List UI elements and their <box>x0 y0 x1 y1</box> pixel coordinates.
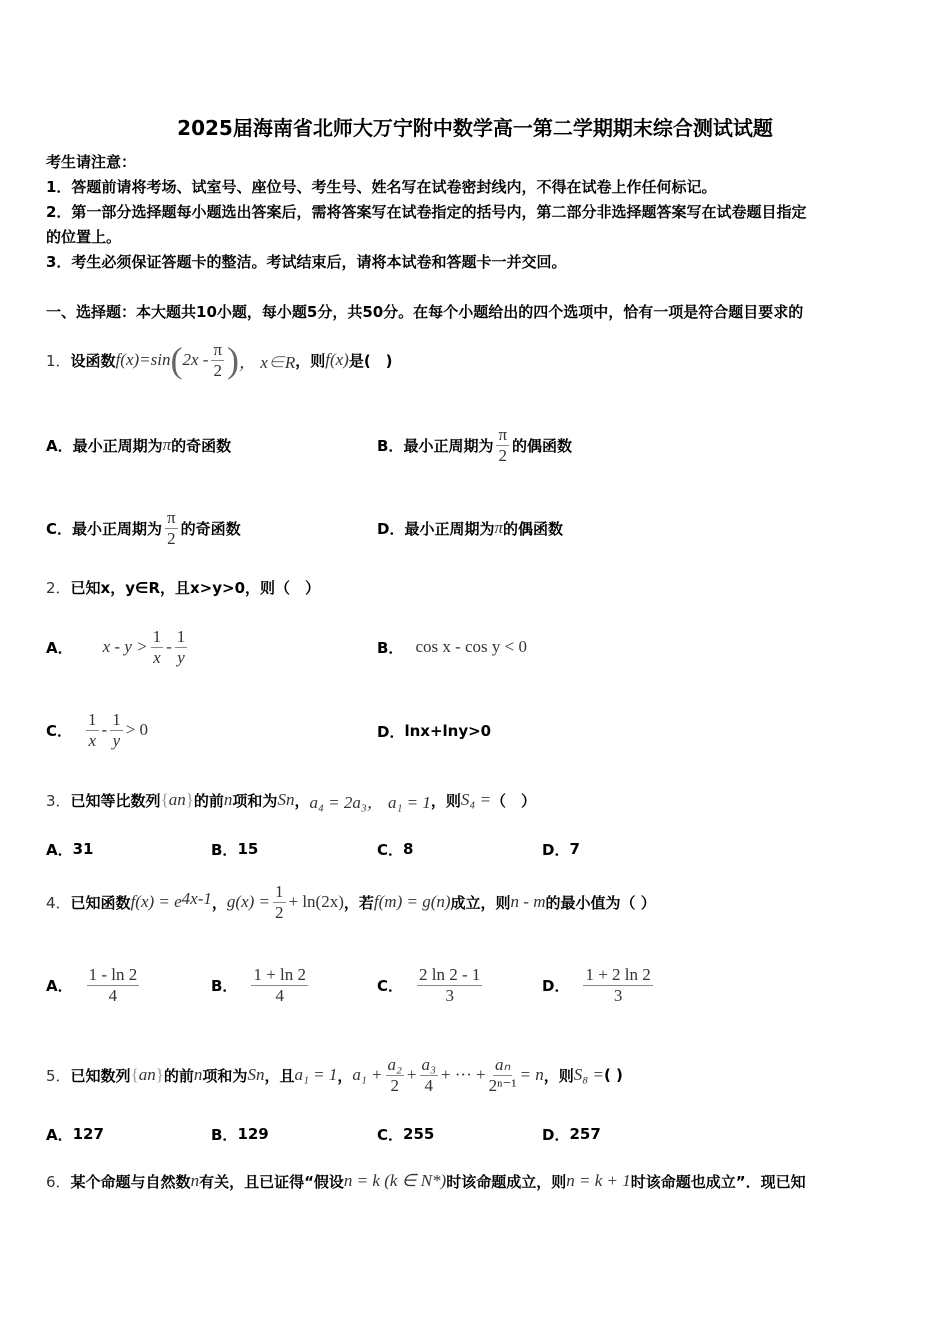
text: n <box>190 1171 200 1190</box>
text: 31 <box>72 840 94 858</box>
text: 255 <box>403 1125 435 1143</box>
text: π <box>162 435 172 454</box>
text: A． <box>46 638 73 657</box>
text: 2 <box>275 902 284 922</box>
text: 3． <box>46 791 71 810</box>
text: S₈ = <box>573 1065 604 1084</box>
math-part <box>251 965 308 1006</box>
option-d[interactable] <box>542 1119 601 1149</box>
math-part <box>420 1055 438 1096</box>
text: 已知x，y∈R，且x>y>0，则（ ） <box>70 578 321 597</box>
text: A． <box>46 840 73 859</box>
text: 设函数 <box>70 351 116 370</box>
text: 2 <box>498 445 507 465</box>
text: y <box>112 730 121 750</box>
math-part: } <box>155 1065 164 1084</box>
text: 4 <box>424 1075 433 1095</box>
text: > 0 <box>125 720 149 739</box>
text: = n <box>519 1065 544 1084</box>
text: a₃ <box>421 1054 436 1074</box>
option-b[interactable] <box>211 834 258 864</box>
math-part <box>110 710 123 751</box>
text: D． <box>542 840 570 859</box>
text: π <box>494 518 503 537</box>
text: x <box>153 647 161 667</box>
text: 最小正周期为 <box>403 436 494 455</box>
text: 4． <box>46 893 71 912</box>
option-b[interactable] <box>211 955 311 1015</box>
question-2 <box>46 572 320 602</box>
text: 成立，则 <box>450 893 511 912</box>
text: 的奇函数 <box>180 519 241 538</box>
text: 已知数列 <box>70 1066 131 1085</box>
text: - <box>166 637 172 656</box>
text: 最小正周期为 <box>72 436 163 455</box>
text: aₙ <box>494 1054 511 1074</box>
text: 129 <box>237 1125 269 1143</box>
text: 的最小值为（ ） <box>545 893 656 912</box>
math-part <box>151 627 164 668</box>
text: B． <box>211 976 238 995</box>
math-part: } <box>185 790 194 809</box>
question-1 <box>46 340 393 380</box>
option-b[interactable] <box>211 1119 269 1149</box>
text: 4 <box>275 985 284 1005</box>
text: A． <box>46 1125 73 1144</box>
text: 1 <box>275 881 284 901</box>
option-a[interactable] <box>46 1119 104 1149</box>
text: 3 <box>613 985 623 1005</box>
text: n <box>223 790 233 809</box>
math: 2x - <box>182 350 209 369</box>
math-part <box>87 965 140 1006</box>
text: a₁ + <box>352 1065 383 1084</box>
text: y <box>177 647 185 667</box>
fraction <box>211 340 224 381</box>
text: ，则 <box>295 351 326 370</box>
text: A． <box>46 976 73 995</box>
text: n <box>285 790 295 809</box>
text: 2 ln 2 - 1 <box>419 964 481 984</box>
text: x - y > <box>102 637 148 656</box>
text: C． <box>377 840 404 859</box>
paren: ( <box>170 340 183 380</box>
text: 8 <box>403 840 414 858</box>
math-part: + <box>406 1065 417 1084</box>
option-b[interactable] <box>377 632 527 662</box>
math-part: ， <box>294 791 310 810</box>
option-d[interactable] <box>542 834 580 864</box>
text: C． <box>46 721 73 740</box>
text: n <box>177 790 186 809</box>
question-4 <box>46 877 656 927</box>
math-part <box>86 710 99 751</box>
option-b[interactable] <box>377 425 572 465</box>
option-a[interactable] <box>46 834 93 864</box>
text: n <box>147 1065 156 1084</box>
notice-item: 1．答题前请将考场、试室号、座位号、考生号、姓名写在试卷密封线内，不得在试卷上作任何标记。 <box>46 177 717 196</box>
text: 的奇函数 <box>171 436 232 455</box>
text: 1 <box>88 709 97 729</box>
option-a[interactable] <box>46 617 190 677</box>
text: 3 <box>445 985 454 1005</box>
text: 2ⁿ⁻¹ <box>488 1075 517 1095</box>
text: 的前 <box>193 791 224 810</box>
text: 已知函数 <box>70 893 131 912</box>
text: a₂ <box>387 1054 402 1074</box>
math: f(x)=sin <box>115 350 171 369</box>
text: 7 <box>569 840 580 858</box>
text: 最小正周期为 <box>72 519 163 538</box>
text: a₁ = 1 <box>294 1065 338 1084</box>
text: ( ) <box>603 1066 623 1084</box>
text: 的前 <box>163 1066 194 1085</box>
text: cos x - cos y < 0 <box>415 637 528 656</box>
math-part: { <box>130 1065 139 1084</box>
text: n <box>193 1065 203 1084</box>
option-d[interactable] <box>377 716 491 746</box>
option-c[interactable] <box>46 508 241 548</box>
text: 是( ) <box>348 351 393 370</box>
text: D． <box>377 519 405 538</box>
option-c[interactable] <box>377 834 413 864</box>
text: C． <box>377 1125 404 1144</box>
math-part <box>175 627 188 668</box>
text: D． <box>542 976 570 995</box>
text: B． <box>211 1125 238 1144</box>
text: x <box>88 730 97 750</box>
text: S₄ = <box>460 790 492 809</box>
text: 时该命题也成立”．现已知 <box>630 1172 806 1191</box>
text: 5． <box>46 1066 71 1085</box>
text: π <box>498 424 508 444</box>
text: ，则 <box>543 1066 574 1085</box>
text: 1 <box>112 709 121 729</box>
math-part: ， <box>211 893 227 912</box>
page-title: 2025届海南省北师大万宁附中数学高一第二学期期末综合测试试题 <box>177 116 773 140</box>
text: f(x) = e <box>130 892 182 911</box>
text: - <box>101 720 108 739</box>
math-part <box>583 965 652 1006</box>
math-part <box>417 965 482 1006</box>
text: 4 <box>108 985 118 1005</box>
text: n - m <box>510 892 546 911</box>
text: 1 <box>176 626 186 646</box>
text: D． <box>542 1125 570 1144</box>
text: （ ） <box>491 791 537 810</box>
text: 某个命题与自然数 <box>70 1172 191 1191</box>
text: n <box>255 1065 265 1084</box>
text: C． <box>46 519 73 538</box>
text: 时该命题成立，则 <box>446 1172 567 1191</box>
denominator: 2 <box>213 360 222 380</box>
math-part <box>489 1055 517 1096</box>
math-part: ， <box>337 1066 353 1085</box>
text: a <box>168 790 178 809</box>
text: B． <box>377 638 404 657</box>
math-part: { <box>160 790 169 809</box>
text: n = k (k ∈ N*) <box>343 1171 447 1190</box>
text: 127 <box>72 1125 104 1143</box>
option-c[interactable] <box>377 955 485 1015</box>
question-3 <box>46 785 536 815</box>
text: ，则 <box>430 791 461 810</box>
notice-item: 的位置上。 <box>46 227 122 246</box>
text: 项和为 <box>232 791 278 810</box>
text: n = k + 1 <box>566 1171 631 1190</box>
text: S <box>247 1065 256 1084</box>
option-c[interactable] <box>377 1119 434 1149</box>
text: 1 + 2 ln 2 <box>585 964 651 984</box>
text: a <box>138 1065 148 1084</box>
text: 2 <box>390 1075 399 1095</box>
text: 最小正周期为 <box>404 519 495 538</box>
text: S <box>277 790 286 809</box>
text: lnx+lny>0 <box>404 722 492 740</box>
math-part <box>273 882 286 923</box>
text: 257 <box>569 1125 601 1143</box>
option-c[interactable] <box>46 700 148 760</box>
math-part <box>165 508 178 549</box>
text: C． <box>377 976 404 995</box>
text: B． <box>211 840 238 859</box>
text: 已知等比数列 <box>70 791 161 810</box>
text: 4x-1 <box>181 889 212 908</box>
text: 的偶函数 <box>503 519 564 538</box>
numerator: π <box>213 339 223 359</box>
notice-heading: 考生请注意： <box>46 152 137 171</box>
text: 1 <box>152 626 162 646</box>
section-heading: 一、选择题：本大题共10小题，每小题5分，共50分。在每个小题给出的四个选项中，恰有一项是符合题目要求的 <box>46 302 804 321</box>
text: + ··· + <box>440 1065 486 1084</box>
text: D． <box>377 722 405 741</box>
option-d[interactable] <box>377 513 563 543</box>
option-a[interactable] <box>46 430 231 460</box>
question-number: 1． <box>46 351 71 370</box>
question-5 <box>46 1050 623 1100</box>
text: B． <box>377 436 404 455</box>
text: 6． <box>46 1172 71 1191</box>
text: 2． <box>46 578 71 597</box>
text: π <box>167 507 176 527</box>
text: A． <box>46 436 73 455</box>
text: a₄ = 2a₃， a₁ = 1 <box>309 792 431 812</box>
text: 1 - ln 2 <box>88 964 138 984</box>
text: 有关，且已证得“假设 <box>199 1172 344 1191</box>
paren: ) <box>227 340 240 380</box>
text: 项和为 <box>202 1066 248 1085</box>
option-a[interactable] <box>46 955 142 1015</box>
math-part <box>496 425 509 466</box>
text: 1 + ln 2 <box>253 964 306 984</box>
notice-item: 3．考生必须保证答题卡的整洁。考试结束后，请将本试卷和答题卡一并交回。 <box>46 252 567 271</box>
text: ，且 <box>264 1066 295 1085</box>
text: + ln(2x) <box>288 892 344 911</box>
text: 的偶函数 <box>512 436 573 455</box>
question-6 <box>46 1166 806 1196</box>
math: ， x∈R <box>239 352 296 372</box>
math-part <box>386 1055 404 1096</box>
text: ，若 <box>343 893 374 912</box>
text: 2 <box>167 528 176 548</box>
text: 15 <box>237 840 259 858</box>
text: g(x) = <box>226 892 270 911</box>
text: f(m) = g(n) <box>373 892 451 911</box>
option-d[interactable] <box>542 955 656 1015</box>
math: f(x) <box>325 350 349 369</box>
notice-item: 2．第一部分选择题每小题选出答案后，需将答案写在试卷指定的括号内，第二部分非选择题答案写在试卷题目指定 <box>46 202 807 221</box>
